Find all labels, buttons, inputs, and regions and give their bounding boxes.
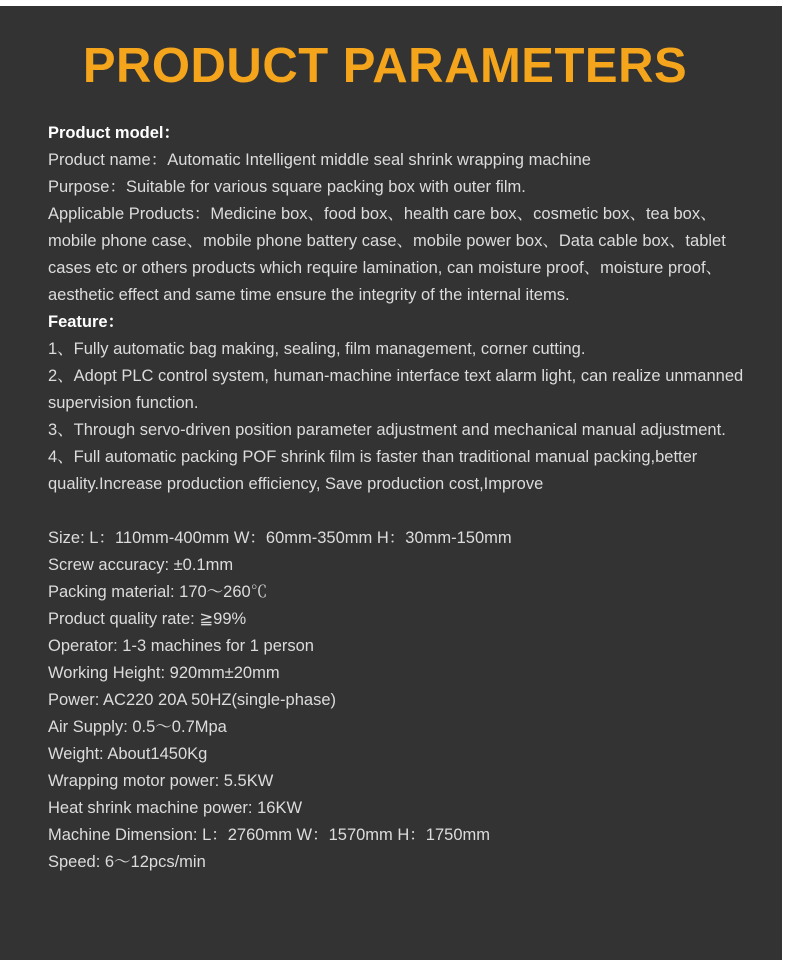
spec-power: Power: AC220 20A 50HZ(single-phase) — [48, 691, 336, 709]
spec-size: Size: L：110mm-400mm W：60mm-350mm H：30mm-150mm — [48, 529, 512, 547]
feature-item-2: 2、Adopt PLC control system, human-machine interface text alarm light, can realize unmanned supervision function. — [48, 367, 744, 412]
applicable-products-line: Applicable Products：Medicine box、food box、health care box、cosmetic box、tea box、mobile phone case、mobile phone battery case、mobile power box、Data cable box、tablet cases etc or others products which require lamination, can moisture proof、moisture proof、aesthetic effect and same time ensure the integrity of the internal items. — [48, 205, 726, 304]
feature-item-4: 4、Full automatic packing POF shrink film is faster than traditional manual packing,better quality.Increase production efficiency, Save production cost,Improve — [48, 448, 698, 493]
product-model-heading: Product model： — [48, 124, 181, 142]
feature-item-1: 1、Fully automatic bag making, sealing, film management, corner cutting. — [48, 340, 586, 358]
spec-weight: Weight: About1450Kg — [48, 745, 208, 763]
spec-quality-rate: Product quality rate: ≧99% — [48, 610, 247, 628]
spec-screw-accuracy: Screw accuracy: ±0.1mm — [48, 556, 234, 574]
section-spacer — [48, 498, 748, 525]
feature-heading: Feature： — [48, 313, 125, 331]
spec-heat-shrink-power: Heat shrink machine power: 16KW — [48, 799, 303, 817]
parameters-panel — [0, 6, 782, 960]
spec-air-supply: Air Supply: 0.5～0.7Mpa — [48, 718, 227, 736]
spec-operator: Operator: 1-3 machines for 1 person — [48, 637, 314, 655]
product-name-line: Product name：Automatic Intelligent middle seal shrink wrapping machine — [48, 151, 591, 169]
spec-speed: Speed: 6～12pcs/min — [48, 853, 206, 871]
spec-wrapping-motor-power: Wrapping motor power: 5.5KW — [48, 772, 274, 790]
page-title: PRODUCT PARAMETERS — [82, 39, 688, 93]
spec-working-height: Working Height: 920mm±20mm — [48, 664, 280, 682]
spec-machine-dimension: Machine Dimension: L：2760mm W：1570mm H：1750mm — [48, 826, 490, 844]
feature-item-3: 3、Through servo-driven position parameter adjustment and mechanical manual adjustment. — [48, 421, 726, 439]
purpose-line: Purpose：Suitable for various square packing box with outer film. — [48, 178, 526, 196]
spec-packing-material: Packing material: 170～260℃ — [48, 583, 268, 601]
parameters-content — [48, 120, 748, 876]
